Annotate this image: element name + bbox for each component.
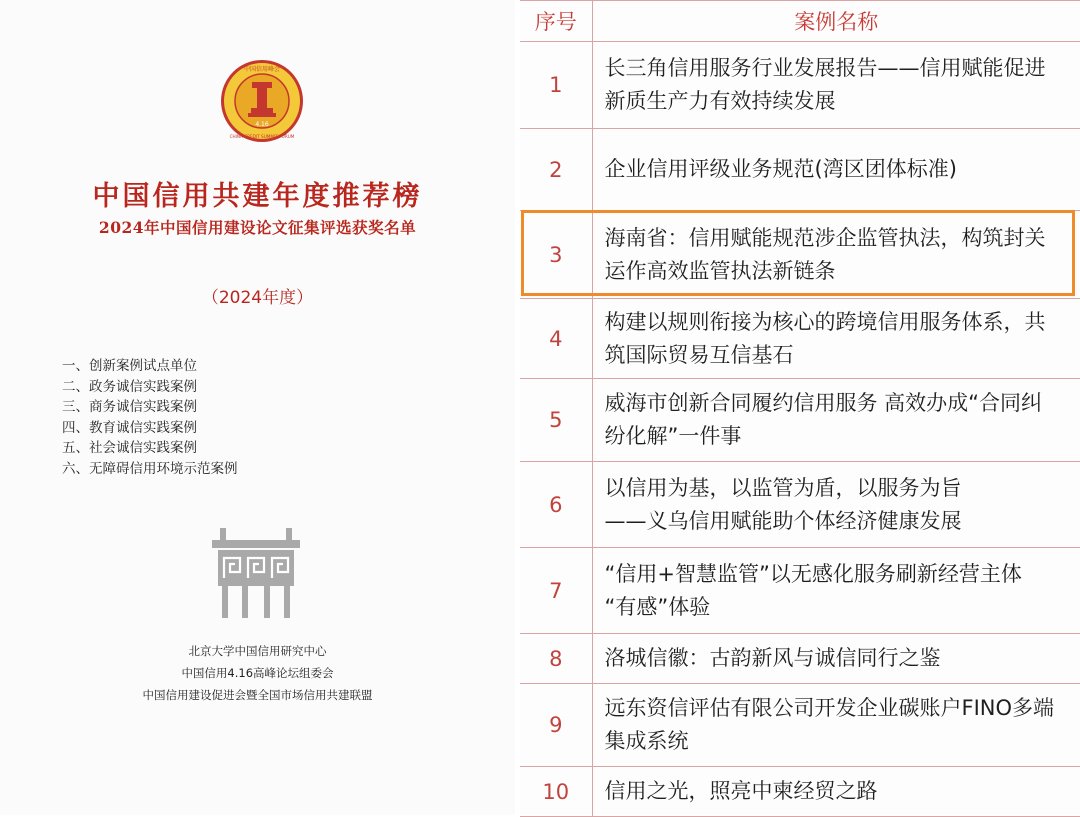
- row-case-name: 威海市创新合同履约信用服务 高效办成“合同纠 纷化解”一件事: [592, 379, 1080, 462]
- row-number: 6: [520, 462, 592, 548]
- row-number: 4: [520, 299, 592, 379]
- row-case-name: 洛城信徽：古韵新风与诚信同行之鉴: [592, 634, 1080, 684]
- cover-subtitle: 2024年中国信用建设论文征集评选获奖名单: [98, 218, 417, 237]
- row-number: 10: [520, 767, 592, 817]
- logo-ring-bottom-text: CHINA CREDIT SUMMIT FORUM: [229, 134, 295, 139]
- category-item: 五、社会诚信实践案例: [62, 440, 197, 456]
- organizer-line: 中国信用4.16高峰论坛组委会: [181, 666, 334, 680]
- row-number: 2: [520, 129, 592, 211]
- forum-logo-icon: [219, 58, 305, 144]
- header-case-name: 案例名称: [592, 1, 1080, 42]
- table-row-highlighted: [520, 211, 1080, 299]
- row-number: 5: [520, 379, 592, 462]
- row-number: 8: [520, 634, 592, 684]
- table-row: [520, 42, 1080, 129]
- table-row: [520, 462, 1080, 548]
- category-item: 四、教育诚信实践案例: [62, 419, 197, 436]
- award-table: [520, 0, 1080, 817]
- row-number: 1: [520, 42, 592, 129]
- row-case-name: “信用+智慧监管”以无感化服务刷新经营主体 “有感”体验: [592, 548, 1080, 634]
- table-row: [520, 548, 1080, 634]
- cauldron-emblem-icon: [208, 528, 304, 620]
- row-case-name: 信用之光，照亮中柬经贸之路: [592, 767, 1080, 817]
- row-number: 7: [520, 548, 592, 634]
- row-case-name: 以信用为基，以监管为盾，以服务为旨 ——义乌信用赋能助个体经济健康发展: [592, 462, 1080, 548]
- organizers: [0, 640, 515, 706]
- table-row: [520, 634, 1080, 684]
- cover-page: [0, 0, 515, 815]
- row-number: 3: [520, 211, 592, 299]
- table-row: [520, 684, 1080, 767]
- cover-year-label: （2024年度）: [201, 288, 314, 308]
- table-row: [520, 129, 1080, 211]
- category-list: [62, 356, 238, 479]
- table-header-row: [520, 1, 1080, 42]
- organizer-line: 中国信用建设促进会暨全国市场信用共建联盟: [142, 688, 373, 702]
- row-case-name: 长三角信用服务行业发展报告——信用赋能促进 新质生产力有效持续发展: [592, 42, 1080, 129]
- forum-logo: [219, 58, 305, 144]
- row-number: 9: [520, 684, 592, 767]
- logo-ring-top-text: 中国信用峰会: [243, 66, 281, 73]
- organizer-line: 北京大学中国信用研究中心: [188, 644, 327, 658]
- header-number: 序号: [520, 1, 592, 42]
- row-case-name: 构建以规则衔接为核心的跨境信用服务体系，共 筑国际贸易互信基石: [592, 299, 1080, 379]
- row-case-name: 企业信用评级业务规范(湾区团体标准): [592, 129, 1080, 211]
- row-case-name: 远东资信评估有限公司开发企业碳账户FINO多端 集成系统: [592, 684, 1080, 767]
- category-item: 一、创新案例试点单位: [62, 358, 197, 374]
- row-case-name: 海南省：信用赋能规范涉企监管执法，构筑封关 运作高效监管执法新链条: [592, 211, 1080, 299]
- category-item: 六、无障碍信用环境示范案例: [62, 460, 238, 477]
- award-list-page: [520, 0, 1080, 815]
- table-row: [520, 767, 1080, 817]
- category-item: 三、商务诚信实践案例: [62, 399, 197, 415]
- table-row: [520, 299, 1080, 379]
- category-item: 二、政务诚信实践案例: [62, 378, 197, 395]
- cover-title: 中国信用共建年度推荐榜: [92, 181, 423, 212]
- ding-cauldron-icon: [208, 528, 304, 620]
- logo-center-text: 4.16: [255, 121, 269, 128]
- table-row: [520, 379, 1080, 462]
